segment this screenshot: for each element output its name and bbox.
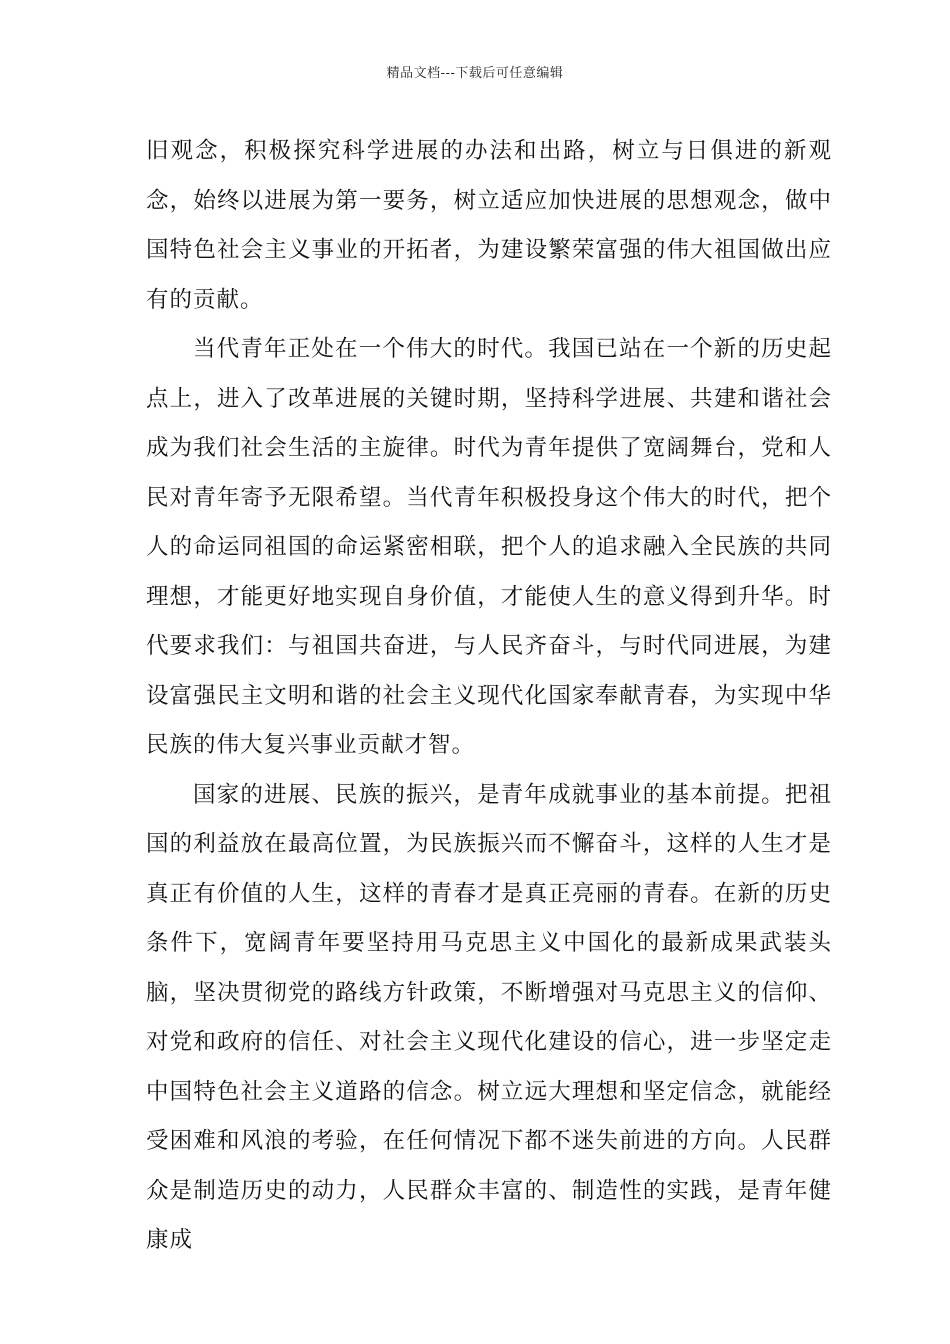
paragraph: 当代青年正处在一个伟大的时代。我国已站在一个新的历史起点上，进入了改革进展的关键时期，坚持科学进展、共建和谐社会成为我们社会生活的主旋律。时代为青年提供了宽阔舞台，党和人民对青年寄予无限希望。当代青年积极投身这个伟大的时代，把个人的命运同祖国的命运紧密相联，把个人的追求融入全民族的共同理想，才能更好地实现自身价值，才能使人生的意义得到升华。时代要求我们：与祖国共奋进，与人民齐奋斗，与时代同进展，为建设富强民主文明和谐的社会主义现代化国家奉献青春，为实现中华民族的伟大复兴事业贡献才智。 [146,336,832,758]
paragraph: 国家的进展、民族的振兴，是青年成就事业的基本前提。把祖国的利益放在最高位置，为民族振兴而不懈奋斗，这样的人生才是真正有价值的人生，这样的青春才是真正亮丽的青春。在新的历史条件下，宽阔青年要坚持用马克思主义中国化的最新成果武装头脑，坚决贯彻党的路线方针政策，不断增强对马克思主义的信仰、对党和政府的信任、对社会主义现代化建设的信心，进一步坚定走中国特色社会主义道路的信念。树立远大理想和坚定信念，就能经受困难和风浪的考验，在任何情况下都不迷失前进的方向。人民群众是制造历史的动力，人民群众丰富的、制造性的实践，是青年健康成 [146,781,832,1253]
document-body [146,127,832,1266]
page-header: 精品文档---下载后可任意编辑 [386,66,564,81]
paragraph-continuation: 旧观念，积极探究科学进展的办法和出路，树立与日俱进的新观念，始终以进展为第一要务，树立适应加快进展的思想观念，做中国特色社会主义事业的开拓者，为建设繁荣富强的伟大祖国做出应有的贡献。 [146,138,832,313]
